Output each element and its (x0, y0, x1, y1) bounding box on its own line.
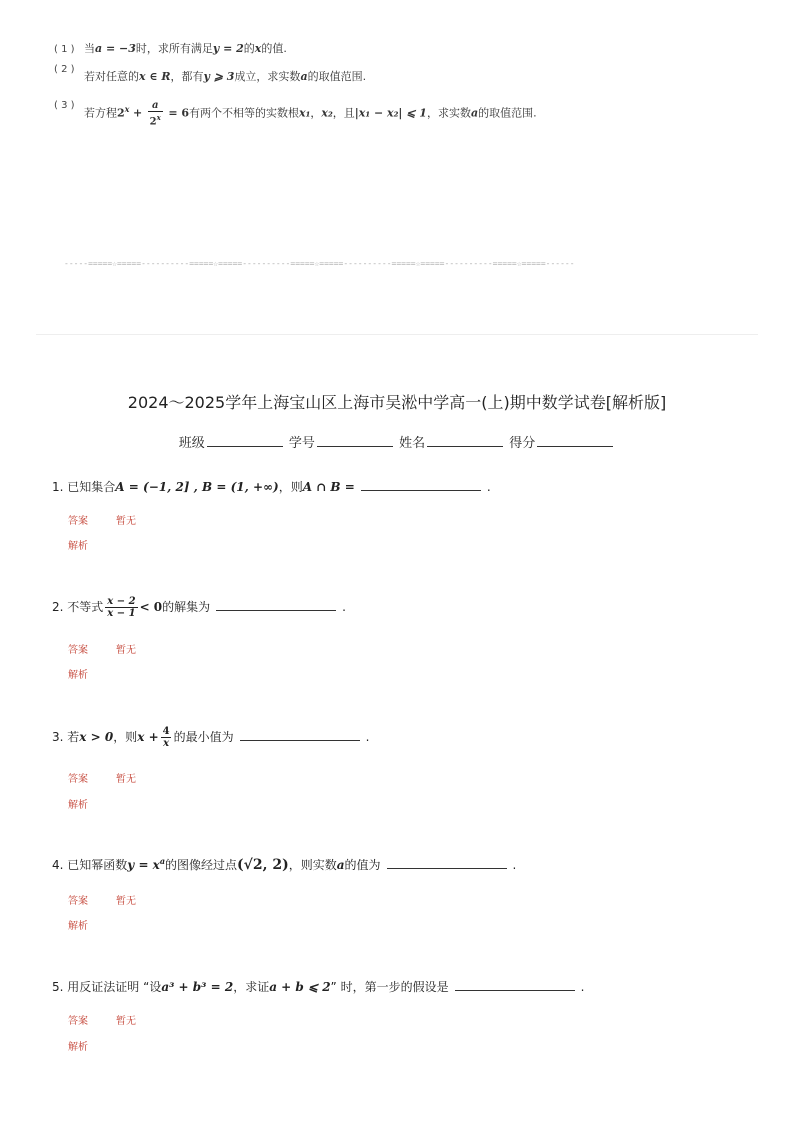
answer-row-5: 答案 暂无 (68, 1016, 136, 1027)
answer-blank[interactable] (361, 480, 481, 491)
name-blank[interactable] (427, 434, 503, 447)
page-break-line (36, 334, 758, 335)
answer-row-2: 答案 暂无 (68, 645, 136, 656)
name-field: 姓名 (399, 432, 505, 451)
score-blank[interactable] (537, 434, 613, 447)
fraction: $\frac{a}{2^x}$ (149, 100, 161, 128)
analysis-label-4: 解析 (68, 921, 88, 932)
subquestion-2: ( 2 )若对任意的x ∈ R，都有y ⩾ 3成立，求实数a的取值范围. (54, 64, 367, 83)
page-title: 2024～2025学年上海宝山区上海市吴淞中学高一(上)期中数学试卷[解析版] (127, 393, 667, 412)
fraction: $\frac{x - 2}{x - 1}$ (107, 596, 136, 619)
section-divider: -----=====☆=====----------=====☆=====----------=====☆=====----------=====☆=====----------=====☆=====------ (64, 259, 575, 268)
answer-row-1: 答案 暂无 (68, 516, 136, 527)
answer-blank[interactable] (216, 600, 336, 611)
subquestion-3: ( 3 )若方程2$^x$ + $\frac{a}{2^x}$ = 6有两个不相等的实数根x₁，x₂，且|x₁ − x₂| ⩽ 1，求实数a的取值范围. (54, 100, 537, 128)
question-1: 1. 已知集合A = (−1, 2] , B = (1, +∞)，则A ∩ B = . (52, 480, 491, 494)
analysis-label-2: 解析 (68, 670, 88, 681)
analysis-label-5: 解析 (68, 1042, 88, 1053)
student-info-fields (0, 432, 794, 451)
answer-blank[interactable] (387, 858, 507, 869)
subquestion-1: ( 1 ) 当a = −3时，求所有满足y = 2的x的值. (54, 42, 287, 55)
analysis-label-3: 解析 (68, 800, 88, 811)
question-2: 2. 不等式 $\frac{x - 2}{x - 1}$ < 0的解集为 . (52, 596, 346, 619)
answer-row-3: 答案 暂无 (68, 774, 136, 785)
answer-blank[interactable] (240, 730, 360, 741)
analysis-label-1: 解析 (68, 541, 88, 552)
question-5: 5. 用反证法证明 “设a³ + b³ = 2，求证a + b ⩽ 2” 时，第一步的假设是 . (52, 980, 585, 994)
class-field: 班级 (179, 432, 285, 451)
student-id-field: 学号 (289, 432, 395, 451)
answer-blank[interactable] (455, 980, 575, 991)
question-4: 4. 已知幂函数$y = x^a$的图像经过点(√2, 2)，则实数a的值为 . (52, 856, 517, 873)
student-id-blank[interactable] (317, 434, 393, 447)
fraction: $\frac{4}{x}$ (162, 726, 170, 749)
score-field: 得分 (509, 432, 615, 451)
class-blank[interactable] (207, 434, 283, 447)
answer-row-4: 答案 暂无 (68, 896, 136, 907)
question-3: 3. 若x > 0，则x + $\frac{4}{x}$ 的最小值为 . (52, 726, 370, 749)
